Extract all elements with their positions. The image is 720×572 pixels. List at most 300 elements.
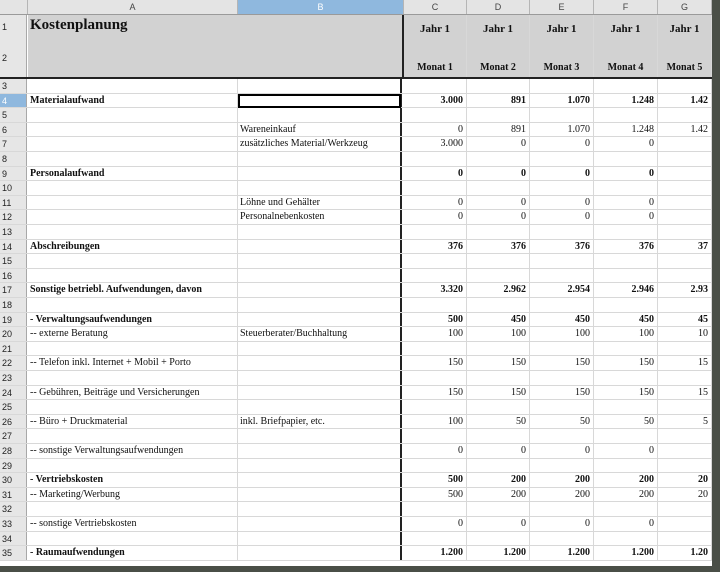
cell-label[interactable]: Abschreibungen: [28, 240, 238, 254]
column-header-e[interactable]: E: [530, 0, 594, 14]
cell-note[interactable]: zusätzliches Material/Werkzeug: [238, 137, 402, 151]
cell-value[interactable]: [594, 532, 658, 546]
cell-value[interactable]: 1.248: [594, 94, 658, 108]
title-cell[interactable]: [28, 15, 404, 77]
row-number[interactable]: 23: [0, 371, 27, 385]
year-header[interactable]: Jahr 1: [594, 15, 658, 46]
cell-value[interactable]: [530, 108, 594, 122]
cell-note[interactable]: Wareneinkauf: [238, 123, 402, 137]
cell-value[interactable]: 200: [594, 488, 658, 502]
cell-value[interactable]: [594, 429, 658, 443]
cell-value[interactable]: 3.320: [404, 283, 467, 297]
column-header-f[interactable]: F: [594, 0, 658, 14]
cell-value[interactable]: 2.946: [594, 283, 658, 297]
row-number[interactable]: 16: [0, 269, 27, 283]
cell-value[interactable]: [658, 502, 712, 516]
cell-note[interactable]: [238, 152, 402, 166]
cell-value[interactable]: 50: [467, 415, 530, 429]
active-cell-cursor[interactable]: [238, 94, 401, 108]
cell-label[interactable]: [28, 181, 238, 195]
cell-note[interactable]: [238, 429, 402, 443]
table-row: [0, 137, 712, 152]
column-header-a[interactable]: A: [28, 0, 238, 14]
cell-value[interactable]: 450: [467, 313, 530, 327]
cell-value[interactable]: [594, 371, 658, 385]
cell-value[interactable]: [594, 342, 658, 356]
cell-value[interactable]: [467, 181, 530, 195]
cell-value[interactable]: 200: [467, 488, 530, 502]
cell-value[interactable]: 50: [530, 415, 594, 429]
cell-value[interactable]: 450: [594, 313, 658, 327]
table-row: [0, 167, 712, 182]
cell-value[interactable]: 3.000: [404, 94, 467, 108]
cell-value[interactable]: 500: [404, 488, 467, 502]
cell-label[interactable]: [28, 532, 238, 546]
cell-value[interactable]: 2.954: [530, 283, 594, 297]
cell-value[interactable]: [658, 167, 712, 181]
month-header[interactable]: Monat 4: [594, 46, 658, 77]
year-header[interactable]: Jahr 1: [467, 15, 530, 46]
cell-value[interactable]: 20: [658, 473, 712, 487]
cell-value[interactable]: 500: [404, 473, 467, 487]
cell-value[interactable]: [658, 444, 712, 458]
row-number[interactable]: 7: [0, 137, 27, 151]
cell-value[interactable]: 0: [530, 196, 594, 210]
table-row: [0, 283, 712, 298]
table-row: [0, 298, 712, 313]
cell-label[interactable]: - Vertriebskosten: [28, 473, 238, 487]
cell-note[interactable]: [238, 400, 402, 414]
cell-value[interactable]: 376: [594, 240, 658, 254]
cell-value[interactable]: [467, 400, 530, 414]
row-number[interactable]: 35: [0, 546, 27, 560]
cell-value[interactable]: [530, 152, 594, 166]
cell-value[interactable]: 150: [530, 356, 594, 370]
cell-label[interactable]: Personalaufwand: [28, 167, 238, 181]
cell-value[interactable]: 0: [404, 210, 467, 224]
cell-value[interactable]: 1.200: [530, 546, 594, 560]
row-number[interactable]: 20: [0, 327, 27, 341]
row-number[interactable]: 13: [0, 225, 27, 239]
cell-label[interactable]: [28, 429, 238, 443]
cell-value[interactable]: [594, 108, 658, 122]
cell-value[interactable]: [404, 502, 467, 516]
year-header[interactable]: Jahr 1: [658, 15, 712, 46]
cell-value[interactable]: [594, 254, 658, 268]
cell-label[interactable]: [28, 502, 238, 516]
cell-label[interactable]: - Raumaufwendungen: [28, 546, 238, 560]
cell-value[interactable]: [658, 225, 712, 239]
month-header[interactable]: Monat 1: [404, 46, 467, 77]
cell-value[interactable]: 0: [530, 517, 594, 531]
month-header[interactable]: Monat 3: [530, 46, 594, 77]
cell-value[interactable]: 2.962: [467, 283, 530, 297]
cell-value[interactable]: 1.070: [530, 94, 594, 108]
cell-label[interactable]: -- Büro + Druckmaterial: [28, 415, 238, 429]
cell-value[interactable]: 200: [530, 473, 594, 487]
row-number[interactable]: 6: [0, 123, 27, 137]
cell-value[interactable]: 0: [530, 167, 594, 181]
cell-value[interactable]: 200: [530, 488, 594, 502]
cell-value[interactable]: 150: [530, 386, 594, 400]
cell-value[interactable]: 2.93: [658, 283, 712, 297]
cell-value[interactable]: [467, 152, 530, 166]
cell-value[interactable]: 1.42: [658, 94, 712, 108]
cell-value[interactable]: 0: [404, 517, 467, 531]
cell-note[interactable]: [238, 225, 402, 239]
cell-value[interactable]: 10: [658, 327, 712, 341]
cell-value[interactable]: [404, 108, 467, 122]
cell-note[interactable]: [238, 459, 402, 473]
cell-label[interactable]: [28, 225, 238, 239]
cell-note[interactable]: [238, 532, 402, 546]
cell-value[interactable]: [658, 342, 712, 356]
cell-label[interactable]: -- Marketing/Werbung: [28, 488, 238, 502]
cell-value[interactable]: 450: [530, 313, 594, 327]
cell-value[interactable]: 0: [404, 167, 467, 181]
cell-value[interactable]: 0: [404, 123, 467, 137]
cell-label[interactable]: Sonstige betriebl. Aufwendungen, davon: [28, 283, 238, 297]
cell-note[interactable]: [238, 313, 402, 327]
cell-value[interactable]: 0: [404, 196, 467, 210]
cell-value[interactable]: 0: [594, 167, 658, 181]
row-number[interactable]: 18: [0, 298, 27, 312]
cell-value[interactable]: 100: [467, 327, 530, 341]
cell-note[interactable]: Steuerberater/Buchhaltung: [238, 327, 402, 341]
cell-value[interactable]: [658, 429, 712, 443]
cell-note[interactable]: [238, 371, 402, 385]
cell-value[interactable]: [658, 298, 712, 312]
cell-label[interactable]: -- Gebühren, Beiträge und Versicherungen: [28, 386, 238, 400]
cell-note[interactable]: [238, 108, 402, 122]
column-header-bar: [0, 0, 712, 15]
cell-value[interactable]: 0: [467, 517, 530, 531]
month-header[interactable]: Monat 5: [658, 46, 712, 77]
row-number[interactable]: 32: [0, 502, 27, 516]
cell-note[interactable]: [238, 386, 402, 400]
cell-value[interactable]: [594, 79, 658, 93]
cell-value[interactable]: 100: [594, 327, 658, 341]
cell-label[interactable]: [28, 123, 238, 137]
cell-value[interactable]: 0: [467, 444, 530, 458]
cell-note[interactable]: Personalnebenkosten: [238, 210, 402, 224]
cell-value[interactable]: [404, 225, 467, 239]
cell-note[interactable]: [238, 167, 402, 181]
row-number[interactable]: 17: [0, 283, 27, 297]
cell-label[interactable]: -- Telefon inkl. Internet + Mobil + Porto: [28, 356, 238, 370]
cell-value[interactable]: [658, 254, 712, 268]
cell-value[interactable]: [467, 108, 530, 122]
row-number[interactable]: 2: [0, 46, 27, 77]
cell-value[interactable]: [594, 502, 658, 516]
cell-label[interactable]: [28, 342, 238, 356]
cell-value[interactable]: [594, 181, 658, 195]
cell-value[interactable]: [404, 152, 467, 166]
table-row: [0, 108, 712, 123]
row-number[interactable]: 28: [0, 444, 27, 458]
row-number[interactable]: 22: [0, 356, 27, 370]
cell-value[interactable]: [658, 517, 712, 531]
cell-value[interactable]: [530, 79, 594, 93]
table-row: [0, 254, 712, 269]
cell-note[interactable]: [238, 502, 402, 516]
table-row: [0, 371, 712, 386]
row-number[interactable]: 30: [0, 473, 27, 487]
table-row: [0, 123, 712, 138]
cell-note[interactable]: [238, 342, 402, 356]
table-row: [0, 459, 712, 474]
cell-value[interactable]: 50: [594, 415, 658, 429]
cell-value[interactable]: [530, 532, 594, 546]
cell-value[interactable]: [404, 181, 467, 195]
cell-label[interactable]: [28, 254, 238, 268]
cell-value[interactable]: [658, 152, 712, 166]
cell-label[interactable]: [28, 210, 238, 224]
cell-value[interactable]: [658, 210, 712, 224]
cell-value[interactable]: [530, 254, 594, 268]
cell-label[interactable]: [28, 269, 238, 283]
cell-value[interactable]: 0: [404, 444, 467, 458]
cell-value[interactable]: [658, 181, 712, 195]
year-header[interactable]: Jahr 1: [404, 15, 467, 46]
cell-value[interactable]: 891: [467, 94, 530, 108]
cell-value[interactable]: 5: [658, 415, 712, 429]
cell-value[interactable]: [404, 429, 467, 443]
row-number[interactable]: 11: [0, 196, 27, 210]
cell-value[interactable]: 0: [594, 517, 658, 531]
column-header-d[interactable]: D: [467, 0, 530, 14]
cell-value[interactable]: [404, 400, 467, 414]
cell-value[interactable]: 0: [594, 444, 658, 458]
cell-value[interactable]: [594, 225, 658, 239]
cell-value[interactable]: [404, 79, 467, 93]
cell-value[interactable]: 0: [467, 210, 530, 224]
row-number[interactable]: 10: [0, 181, 27, 195]
row-number[interactable]: 21: [0, 342, 27, 356]
cell-value[interactable]: [467, 429, 530, 443]
cell-value[interactable]: 150: [594, 386, 658, 400]
cell-value[interactable]: [467, 254, 530, 268]
cell-label[interactable]: [28, 400, 238, 414]
table-row: [0, 210, 712, 225]
cell-value[interactable]: 0: [530, 444, 594, 458]
cell-note[interactable]: [238, 298, 402, 312]
row-number[interactable]: 4: [0, 94, 27, 108]
cell-value[interactable]: [658, 196, 712, 210]
cell-value[interactable]: [594, 152, 658, 166]
cell-value[interactable]: [530, 371, 594, 385]
row-number[interactable]: 25: [0, 400, 27, 414]
cell-value[interactable]: [658, 459, 712, 473]
cell-value[interactable]: [467, 298, 530, 312]
cell-note[interactable]: [238, 473, 402, 487]
cell-label[interactable]: -- externe Beratung: [28, 327, 238, 341]
cell-value[interactable]: [530, 181, 594, 195]
row-number[interactable]: 3: [0, 79, 27, 93]
cell-value[interactable]: [404, 298, 467, 312]
cell-note[interactable]: [238, 444, 402, 458]
cell-value[interactable]: 0: [594, 137, 658, 151]
column-header-c[interactable]: C: [404, 0, 467, 14]
cell-label[interactable]: -- sonstige Vertriebskosten: [28, 517, 238, 531]
cell-value[interactable]: [658, 269, 712, 283]
cell-label[interactable]: [28, 459, 238, 473]
cell-value[interactable]: [404, 254, 467, 268]
header-block: [0, 15, 712, 79]
cell-value[interactable]: 20: [658, 488, 712, 502]
cell-value[interactable]: [658, 137, 712, 151]
cell-label[interactable]: [28, 298, 238, 312]
cell-value[interactable]: 0: [467, 167, 530, 181]
cell-value[interactable]: 1.42: [658, 123, 712, 137]
select-all-corner[interactable]: [0, 0, 28, 14]
row-number[interactable]: 26: [0, 415, 27, 429]
cell-value[interactable]: 0: [530, 210, 594, 224]
row-number[interactable]: 27: [0, 429, 27, 443]
cell-value[interactable]: [467, 371, 530, 385]
cell-note[interactable]: [238, 283, 402, 297]
cell-value[interactable]: 1.200: [467, 546, 530, 560]
cell-value[interactable]: [658, 371, 712, 385]
row-number[interactable]: 14: [0, 240, 27, 254]
cell-note[interactable]: [238, 254, 402, 268]
cell-note[interactable]: [238, 356, 402, 370]
cell-value[interactable]: 0: [467, 137, 530, 151]
cell-value[interactable]: 150: [594, 356, 658, 370]
cell-value[interactable]: 100: [404, 415, 467, 429]
cell-note[interactable]: [238, 546, 402, 560]
cell-value[interactable]: [404, 269, 467, 283]
cell-value[interactable]: 0: [467, 196, 530, 210]
row-number[interactable]: 31: [0, 488, 27, 502]
row-number[interactable]: 8: [0, 152, 27, 166]
cell-value[interactable]: [594, 459, 658, 473]
year-header[interactable]: Jahr 1: [530, 15, 594, 46]
row-number[interactable]: 1: [0, 15, 27, 46]
cell-value[interactable]: 150: [467, 356, 530, 370]
row-number[interactable]: 24: [0, 386, 27, 400]
cell-note[interactable]: [238, 517, 402, 531]
cell-value[interactable]: 376: [404, 240, 467, 254]
cell-value[interactable]: [467, 502, 530, 516]
cell-note[interactable]: [238, 181, 402, 195]
cell-label[interactable]: - Verwaltungsaufwendungen: [28, 313, 238, 327]
table-row: [0, 225, 712, 240]
cell-value[interactable]: 100: [530, 327, 594, 341]
cell-value[interactable]: [404, 532, 467, 546]
cell-label[interactable]: [28, 152, 238, 166]
cell-value[interactable]: 15: [658, 386, 712, 400]
cell-label[interactable]: [28, 196, 238, 210]
cell-note[interactable]: [238, 79, 402, 93]
cell-value[interactable]: [594, 400, 658, 414]
cell-value[interactable]: 1.200: [594, 546, 658, 560]
cell-value[interactable]: [530, 400, 594, 414]
cell-value[interactable]: [404, 342, 467, 356]
column-header-b[interactable]: B: [238, 0, 404, 14]
cell-value[interactable]: 150: [467, 386, 530, 400]
row-number[interactable]: 33: [0, 517, 27, 531]
month-header[interactable]: Monat 2: [467, 46, 530, 77]
cell-label[interactable]: Materialaufwand: [28, 94, 238, 108]
cell-value[interactable]: 150: [404, 386, 467, 400]
cell-label[interactable]: [28, 79, 238, 93]
cell-value[interactable]: [467, 269, 530, 283]
cell-value[interactable]: [530, 459, 594, 473]
row-number[interactable]: 12: [0, 210, 27, 224]
cell-value[interactable]: 0: [530, 137, 594, 151]
cell-value[interactable]: [404, 371, 467, 385]
cell-value[interactable]: 376: [467, 240, 530, 254]
cell-value[interactable]: 37: [658, 240, 712, 254]
cell-value[interactable]: [467, 459, 530, 473]
row-number[interactable]: 5: [0, 108, 27, 122]
row-number[interactable]: 19: [0, 313, 27, 327]
cell-value[interactable]: [530, 429, 594, 443]
cell-label[interactable]: [28, 371, 238, 385]
row-number[interactable]: 9: [0, 167, 27, 181]
cell-value[interactable]: 45: [658, 313, 712, 327]
column-header-g[interactable]: G: [658, 0, 712, 14]
table-row: [0, 444, 712, 459]
row-number[interactable]: 29: [0, 459, 27, 473]
cell-value[interactable]: 1.20: [658, 546, 712, 560]
cell-label[interactable]: [28, 137, 238, 151]
cell-value[interactable]: 200: [594, 473, 658, 487]
row-number[interactable]: 15: [0, 254, 27, 268]
cell-value[interactable]: [658, 400, 712, 414]
cell-value[interactable]: 15: [658, 356, 712, 370]
cell-value[interactable]: 100: [404, 327, 467, 341]
cell-value[interactable]: [530, 225, 594, 239]
cell-value[interactable]: [530, 298, 594, 312]
cell-value[interactable]: [658, 108, 712, 122]
cell-note[interactable]: [238, 269, 402, 283]
cell-label[interactable]: -- sonstige Verwaltungsaufwendungen: [28, 444, 238, 458]
cell-value[interactable]: [594, 269, 658, 283]
cell-value[interactable]: 1.200: [404, 546, 467, 560]
row-number[interactable]: 34: [0, 532, 27, 546]
cell-value[interactable]: 3.000: [404, 137, 467, 151]
cell-label[interactable]: [28, 108, 238, 122]
cell-value[interactable]: 500: [404, 313, 467, 327]
cell-value[interactable]: 1.248: [594, 123, 658, 137]
cell-value[interactable]: [530, 342, 594, 356]
cell-note[interactable]: [238, 240, 402, 254]
cell-value[interactable]: 891: [467, 123, 530, 137]
cell-value[interactable]: [594, 298, 658, 312]
cell-value[interactable]: 0: [594, 210, 658, 224]
cell-value[interactable]: [658, 532, 712, 546]
cell-value[interactable]: 0: [594, 196, 658, 210]
cell-value[interactable]: [467, 225, 530, 239]
cell-value[interactable]: [530, 269, 594, 283]
cell-note[interactable]: [238, 488, 402, 502]
cell-value[interactable]: 376: [530, 240, 594, 254]
cell-note[interactable]: inkl. Briefpapier, etc.: [238, 415, 402, 429]
cell-value[interactable]: [467, 532, 530, 546]
cell-value[interactable]: [530, 502, 594, 516]
cell-value[interactable]: [658, 79, 712, 93]
cell-value[interactable]: [404, 459, 467, 473]
cell-value[interactable]: 1.070: [530, 123, 594, 137]
cell-value[interactable]: [467, 342, 530, 356]
cell-note[interactable]: Löhne und Gehälter: [238, 196, 402, 210]
cell-value[interactable]: 200: [467, 473, 530, 487]
cell-value[interactable]: 150: [404, 356, 467, 370]
table-row: [0, 269, 712, 284]
cell-value[interactable]: [467, 79, 530, 93]
